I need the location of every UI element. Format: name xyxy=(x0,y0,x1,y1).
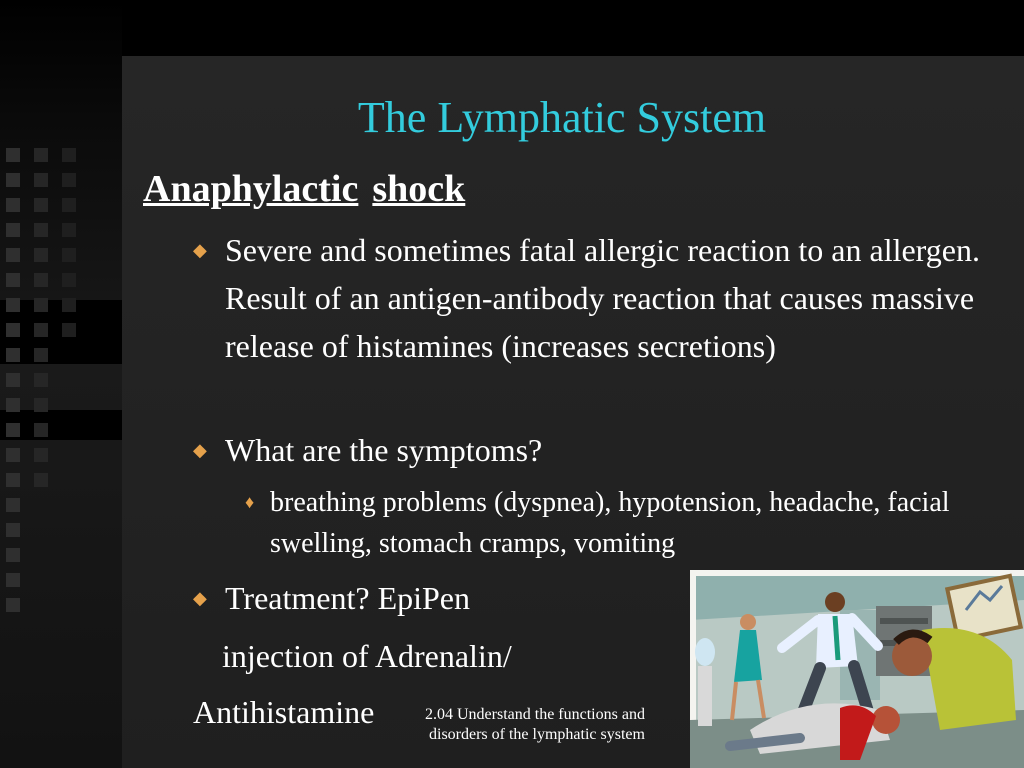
bullet-text: Treatment? EpiPen xyxy=(225,580,470,616)
decor-squares xyxy=(62,148,82,348)
footer-line: 2.04 Understand the functions and xyxy=(425,706,645,723)
sub-bullet-item xyxy=(245,482,1005,564)
left-decor-strip xyxy=(0,0,122,768)
heading-word: shock xyxy=(372,168,466,210)
footer-note xyxy=(425,705,695,745)
bullet-item xyxy=(193,226,993,370)
decor-squares xyxy=(6,148,26,623)
diamond-icon: ◆ xyxy=(193,240,207,260)
bullet-item xyxy=(193,426,993,474)
sub-bullet-text: breathing problems (dyspnea), hypotension, headache, facial swelling, stomach cramps, vomiting xyxy=(270,487,950,559)
section-heading xyxy=(143,166,465,212)
bullet-item xyxy=(193,574,673,622)
diamond-icon: ♦ xyxy=(245,492,255,512)
diamond-icon: ◆ xyxy=(193,440,207,460)
decor-squares xyxy=(34,148,54,498)
injection-text: injection of Adrenalin/ xyxy=(222,638,512,674)
footer-line: disorders of the lymphatic system xyxy=(429,726,645,743)
emergency-scene-illustration xyxy=(690,570,1024,768)
bullet-text: What are the symptoms? xyxy=(225,432,543,468)
heading-word: Anaphylactic xyxy=(143,168,359,210)
slide-title: The Lymphatic System xyxy=(357,93,767,142)
antihistamine-text: Antihistamine xyxy=(193,694,375,730)
bullet-text: Severe and sometimes fatal allergic reaction to an allergen. Result of an antigen-antibody reaction that causes massive release of histamines (increases secretions) xyxy=(225,232,980,364)
diamond-icon: ◆ xyxy=(193,588,207,608)
